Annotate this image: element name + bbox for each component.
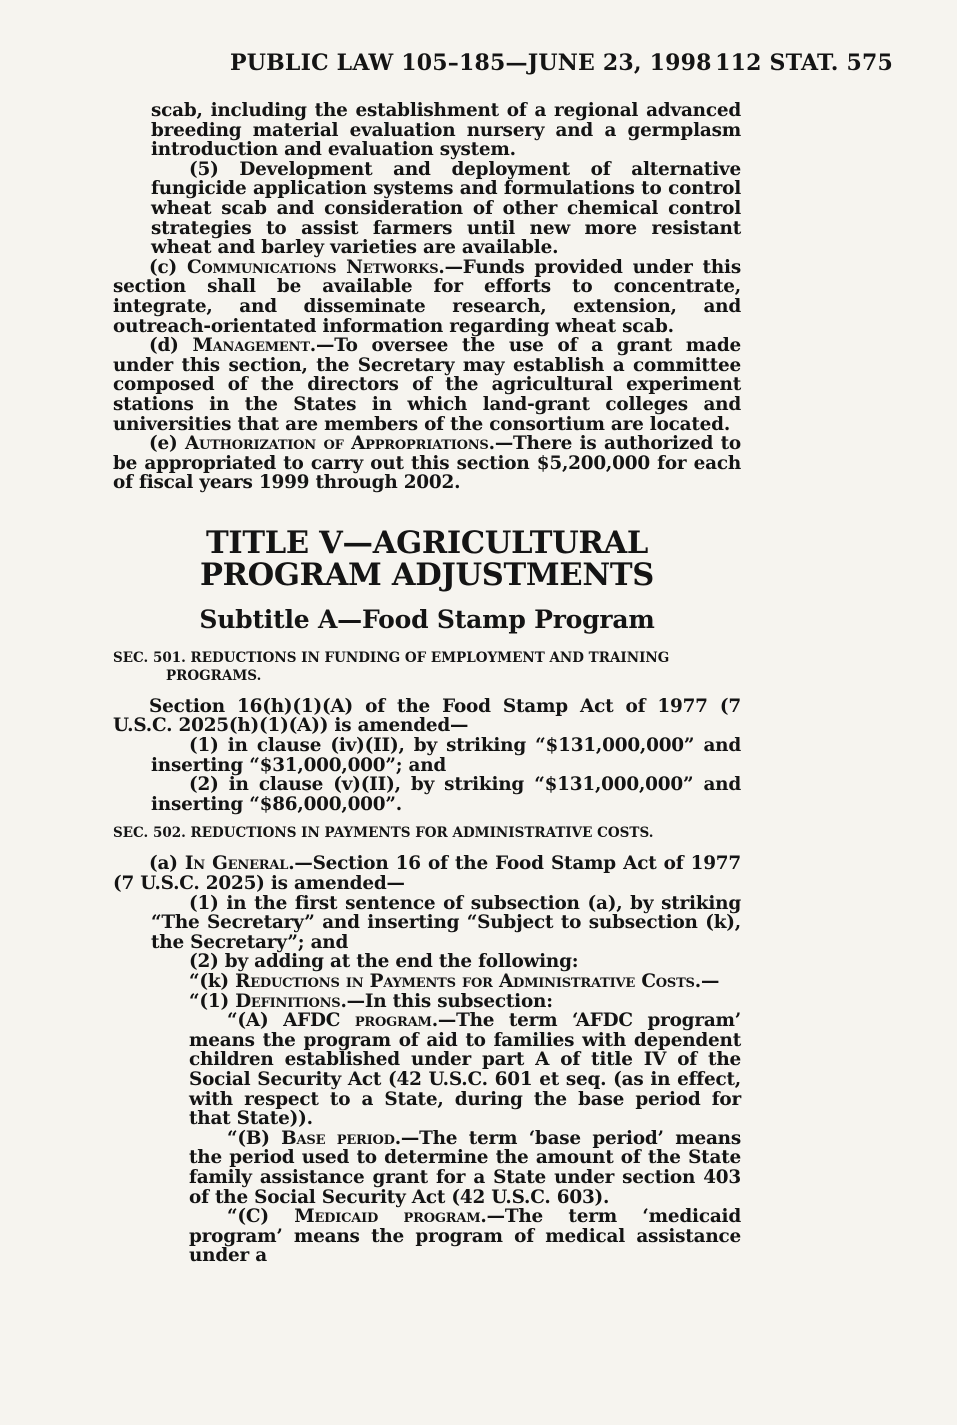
paragraph-item-5: (5) Development and deployment of alternative fungicide application systems and formulations to control wheat scab and consideration of other chemical control strategies to assist farmers until new more resistant wheat and barley varieties are available. <box>151 158 741 259</box>
definition-b: “(B) Base period.—The term ‘base period’ means the period used to determine the amount of the State family assistance grant for a State under section 403 of the Social Security Act (42 U.S.C. 603). <box>189 1127 741 1208</box>
definition-a: “(A) AFDC program.—The term ‘AFDC program’ means the program of aid to families with dependent children established under part A of title IV of the Social Security Act (42 U.S.C. 601 et seq. (as in effect, with respect to a State, during the base period for that State)). <box>189 1010 741 1130</box>
section-502-item-1: (1) in the first sentence of subsection (a), by striking “The Secretary” and inserting “Subject to subsection (k), the Secretary”; and <box>151 892 741 953</box>
subsection-d: (d) Management.—To oversee the use of a grant made under this section, the Secretary may establish a committee composed of the directors of the agricultural experiment stations in the States in which land-grant colleges and universities that are members of the consortium are located. <box>113 335 741 435</box>
section-502-heading: SEC. 502. REDUCTIONS IN PAYMENTS FOR ADMINISTRATIVE COSTS. <box>113 825 654 842</box>
subsection-e-heading: Authorization of Appropriations. <box>184 433 495 455</box>
subsection-c-heading: Communications Networks. <box>186 256 445 278</box>
subsection-c: (c) Communications Networks.—Funds provided under this section shall be available for efforts to concentrate, integrate, and disseminate research, extension, and outreach-orientated information regarding wheat scab. <box>113 256 741 337</box>
subsection-d-heading: Management. <box>192 335 316 357</box>
subsection-k-heading: “(k) Reductions in Payments for Administrative Costs.— <box>189 971 720 992</box>
statute-page-number: 112 STAT. 575 <box>715 50 893 76</box>
section-502-subsection-a: (a) In General.—Section 16 of the Food Stamp Act of 1977 (7 U.S.C. 2025) is amended— <box>113 853 742 895</box>
subsection-e: (e) Authorization of Appropriations.—There is authorized to be appropriated to carry out this section $5,200,000 for each of fiscal years 1999 through 2002. <box>113 433 741 494</box>
section-502-item-2: (2) by adding at the end the following: <box>189 951 579 973</box>
section-501-item-2: (2) in clause (v)(II), by striking “$131,000,000” and inserting “$86,000,000”. <box>151 774 741 815</box>
section-501-intro: Section 16(h)(1)(A) of the Food Stamp Act of 1977 (7 U.S.C. 2025(h)(1)(A)) is amended— <box>113 695 741 737</box>
definitions-paragraph: “(1) Definitions.—In this subsection: <box>189 990 553 1012</box>
title-v-heading: TITLE V—AGRICULTURAL PROGRAM ADJUSTMENTS <box>199 524 655 593</box>
header-title: PUBLIC LAW 105–185—JUNE 23, 1998 <box>230 50 712 76</box>
definition-c: “(C) Medicaid program.—The term ‘medicaid program’ means the program of medical assistance under a <box>189 1206 741 1267</box>
subtitle-a-heading: Subtitle A—Food Stamp Program <box>199 604 655 634</box>
section-501-heading: SEC. 501. REDUCTIONS IN FUNDING OF EMPLOYMENT AND TRAINING PROGRAMS. <box>113 649 670 684</box>
document-body <box>113 101 741 1266</box>
section-501-item-1: (1) in clause (iv)(II), by striking “$131,000,000” and inserting “$31,000,000”; and <box>151 735 741 776</box>
paragraph-scab-continued: scab, including the establishment of a regional advanced breeding material evaluation nursery and a germplasm introduction and evaluation system. <box>151 100 741 161</box>
